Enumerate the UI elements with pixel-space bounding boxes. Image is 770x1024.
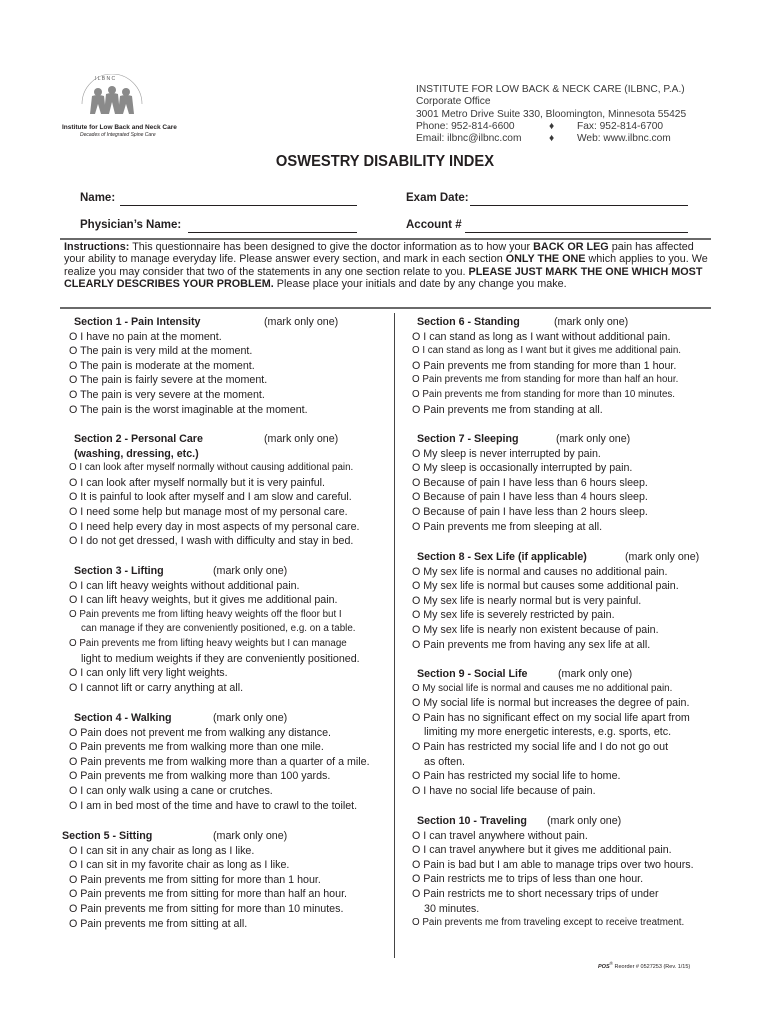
mark-only-note: (mark only one) (625, 551, 700, 563)
option[interactable]: O I can only walk using a cane or crutches. (69, 784, 273, 797)
mark-only-note: (mark only one) (547, 815, 622, 827)
section-2 (69, 432, 360, 549)
section-header (69, 711, 370, 726)
exam-date-label: Exam Date: (406, 192, 469, 204)
instructions-emphasis: PLEASE JUST MARK THE ONE WHICH MOST CLEARLY DESCRIBES YOUR PROBLEM. (64, 265, 703, 291)
option-continuation: limiting my more energetic interests, e.g. sports, etc. (424, 726, 672, 739)
section-header (412, 550, 699, 565)
option[interactable]: O I have no pain at the moment. (69, 330, 222, 343)
option[interactable]: O I can travel anywhere but it gives me additional pain. (412, 844, 672, 857)
section-7 (412, 432, 648, 534)
option[interactable]: O I can only lift very light weights. (69, 667, 228, 680)
mark-only-note: (mark only one) (213, 712, 288, 724)
section-header (412, 814, 694, 829)
section-10 (412, 814, 694, 931)
option[interactable]: O I am in bed most of the time and have to crawl to the toilet. (69, 799, 358, 812)
option[interactable]: O The pain is very mild at the moment. (69, 345, 253, 358)
option[interactable]: O Pain restricts me to short necessary trips of under (412, 887, 659, 900)
option[interactable]: O Pain prevents me from sitting at all. (69, 917, 248, 930)
name-label: Name: (80, 192, 116, 204)
option[interactable]: O I have no social life because of pain. (412, 784, 596, 797)
top-divider (60, 238, 711, 240)
option[interactable]: O I can lift heavy weights, but it gives me additional pain. (69, 594, 338, 607)
section-9 (412, 667, 690, 798)
option[interactable]: O My sex life is severely restricted by pain. (412, 609, 615, 622)
option[interactable]: O The pain is very severe at the moment. (69, 388, 265, 401)
section-title: Section 5 - Sitting (62, 830, 153, 842)
section-title: Section 7 - Sleeping (417, 433, 519, 445)
option[interactable]: O The pain is moderate at the moment. (69, 359, 255, 372)
option[interactable]: O The pain is fairly severe at the moment. (69, 374, 268, 387)
bullet-icon: ♦ (549, 133, 555, 145)
bottom-divider (60, 307, 711, 309)
org-phone: Phone: 952-814-6600 (416, 120, 515, 132)
option[interactable]: O Pain is bad but I am able to manage trips over two hours. (412, 858, 694, 871)
org-name: INSTITUTE FOR LOW BACK & NECK CARE (ILBNC, P.A.) (416, 84, 685, 95)
section-subtitle: (washing, dressing, etc.) (74, 447, 199, 460)
instructions-label: Instructions: (64, 241, 130, 253)
option[interactable]: O Pain prevents me from walking more than 100 yards. (69, 770, 331, 783)
section-3 (69, 564, 360, 695)
section-header (69, 564, 360, 579)
option[interactable]: O Pain prevents me from sitting for more than 1 hour. (69, 873, 321, 886)
instructions-text: Please place your initials and date by any change you make. (273, 278, 567, 291)
option[interactable]: O Pain prevents me from traveling except to receive treatment. (412, 917, 685, 929)
section-title: Section 10 - Traveling (417, 815, 527, 827)
option[interactable]: O I can stand as long as I want without additional pain. (412, 330, 671, 343)
org-email-row (416, 133, 686, 145)
option[interactable]: O I can sit in my favorite chair as long as I like. (69, 859, 290, 872)
org-email: Email: ilbnc@ilbnc.com (416, 133, 522, 145)
option[interactable]: O I can stand as long as I want but it gives me additional pain. (412, 345, 682, 357)
section-header (412, 315, 681, 330)
option[interactable]: O My sleep is never interrupted by pain. (412, 447, 601, 460)
section-title: Section 8 - Sex Life (if applicable) (417, 551, 587, 563)
mark-only-note: (mark only one) (213, 830, 288, 842)
section-1 (69, 315, 338, 417)
instructions (64, 241, 710, 291)
reorder-footer (598, 961, 690, 970)
option[interactable]: O I can lift heavy weights without additional pain. (69, 579, 300, 592)
account-field[interactable] (465, 232, 688, 233)
org-web: Web: www.ilbnc.com (577, 133, 671, 145)
footer-brand: POS (598, 963, 610, 970)
option[interactable]: O The pain is the worst imaginable at the moment. (69, 403, 308, 416)
mark-only-note: (mark only one) (556, 433, 631, 445)
section-4 (69, 711, 370, 813)
instructions-emphasis: ONLY THE ONE (505, 253, 586, 266)
section-title: Section 4 - Walking (74, 712, 172, 724)
mark-only-note: (mark only one) (264, 316, 339, 328)
option[interactable]: O My sex life is nearly non existent because of pain. (412, 623, 659, 636)
option[interactable]: O My sleep is occasionally interrupted by pain. (412, 462, 633, 475)
option[interactable]: O Pain prevents me from walking more than a quarter of a mile. (69, 755, 370, 768)
account-label: Account # (406, 219, 462, 231)
option[interactable]: O Pain has restricted my social life and I do not go out (412, 740, 669, 753)
option[interactable]: O Pain prevents me from standing at all. (412, 403, 603, 416)
option[interactable]: O Because of pain I have less than 4 hours sleep. (412, 491, 648, 504)
page-title: OSWESTRY DISABILITY INDEX (275, 153, 495, 170)
option[interactable]: O My sex life is nearly normal but is very painful. (412, 594, 642, 607)
option[interactable]: O I need some help but manage most of my personal care. (69, 505, 348, 518)
instructions-text: This questionnaire has been designed to give the doctor information as to how your (129, 241, 534, 253)
option[interactable]: O Pain restricts me to trips of less than one hour. (412, 873, 644, 886)
physician-label: Physician’s Name: (80, 219, 182, 231)
option[interactable]: O Pain prevents me from lifting heavy weights off the floor but I (69, 608, 342, 620)
option[interactable]: O My sex life is normal but causes some additional pain. (412, 580, 679, 593)
section-header (62, 829, 347, 844)
section-header (412, 667, 690, 682)
section-header (69, 315, 338, 330)
option-continuation: light to medium weights if they are conveniently positioned. (81, 652, 360, 665)
option[interactable]: O I cannot lift or carry anything at all. (69, 681, 244, 694)
option[interactable]: O Pain prevents me from sleeping at all. (412, 520, 603, 533)
option[interactable]: O It is painful to look after myself and I am slow and careful. (69, 491, 352, 504)
option[interactable]: O Because of pain I have less than 6 hours sleep. (412, 476, 648, 489)
option[interactable]: O I can travel anywhere without pain. (412, 829, 588, 842)
section-8 (412, 550, 699, 652)
name-field[interactable] (120, 205, 357, 206)
section-header (69, 432, 360, 447)
option[interactable]: O My sex life is normal and causes no additional pain. (412, 565, 668, 578)
logo-arc-text: I L B N C (95, 76, 116, 82)
option[interactable]: O I can sit in any chair as long as I like. (69, 844, 255, 857)
mark-only-note: (mark only one) (264, 433, 339, 445)
option[interactable]: O I need help every day in most aspects of my personal care. (69, 520, 360, 533)
option[interactable]: O Because of pain I have less than 2 hours sleep. (412, 505, 648, 518)
bullet-icon: ♦ (549, 120, 555, 132)
option[interactable]: O Pain has no significant effect on my social life apart from (412, 711, 690, 724)
option[interactable]: O Pain prevents me from standing for more than half an hour. (412, 374, 679, 386)
section-title: Section 3 - Lifting (74, 565, 164, 577)
section-title: Section 2 - Personal Care (74, 433, 203, 445)
footer-reg: ® (609, 961, 613, 966)
exam-date-field[interactable] (470, 205, 688, 206)
section-6 (412, 315, 681, 417)
option[interactable]: O Pain has restricted my social life to home. (412, 770, 621, 783)
option[interactable]: O My social life is normal and causes me no additional pain. (412, 682, 673, 694)
section-title: Section 1 - Pain Intensity (74, 316, 201, 328)
section-5 (62, 829, 347, 931)
instructions-text: pain has affected your ability to manage everyday life. Please answer every section, and mark in each section (64, 241, 694, 266)
option[interactable]: O Pain prevents me from lifting heavy weights but I can manage (69, 637, 347, 649)
option[interactable]: O My social life is normal but increases the degree of pain. (412, 697, 690, 710)
option[interactable]: O Pain prevents me from having any sex life at all. (412, 638, 651, 651)
mark-only-note: (mark only one) (554, 316, 629, 328)
physician-field[interactable] (188, 232, 357, 233)
section-header (412, 432, 648, 447)
org-fax: Fax: 952-814-6700 (577, 120, 664, 132)
mark-only-note: (mark only one) (213, 565, 288, 577)
org-phone-row (416, 121, 686, 133)
option[interactable]: O Pain prevents me from standing for more than 1 hour. (412, 359, 677, 372)
instructions-text: which applies to you. We realize you may consider that two of the statements in any one section relate to you. (64, 253, 708, 278)
option[interactable]: O I do not get dressed, I wash with difficulty and stay in bed. (69, 535, 354, 548)
instructions-emphasis: BACK OR LEG (533, 241, 609, 253)
section-title: Section 9 - Social Life (417, 668, 528, 680)
org-address: 3001 Metro Drive Suite 330, Bloomington, Minnesota 55425 (416, 108, 687, 120)
option-continuation: can manage if they are conveniently positioned, e.g. on a table. (81, 623, 356, 635)
org-info (416, 84, 686, 145)
option-continuation: as often. (424, 755, 465, 768)
logo-name: Institute for Low Back and Neck Care (62, 124, 177, 131)
option[interactable]: O Pain prevents me from sitting for more than 10 minutes. (69, 902, 344, 915)
org-office: Corporate Office (416, 96, 491, 108)
option-continuation: 30 minutes. (424, 902, 480, 915)
section-title: Section 6 - Standing (417, 316, 520, 328)
footer-reorder: Reorder # 0527253 (Rev. 1/15) (613, 963, 691, 970)
option[interactable]: O I can look after myself normally without causing additional pain. (69, 462, 354, 474)
option[interactable]: O I can look after myself normally but it is very painful. (69, 476, 326, 489)
option[interactable]: O Pain prevents me from standing for more than 10 minutes. (412, 388, 676, 400)
option[interactable]: O Pain prevents me from walking more than one mile. (69, 741, 324, 754)
column-divider (394, 313, 395, 958)
option[interactable]: O Pain does not prevent me from walking any distance. (69, 726, 331, 739)
mark-only-note: (mark only one) (558, 668, 633, 680)
logo-tagline: Decades of Integrated Spine Care (80, 132, 156, 138)
option[interactable]: O Pain prevents me from sitting for more than half an hour. (69, 888, 348, 901)
